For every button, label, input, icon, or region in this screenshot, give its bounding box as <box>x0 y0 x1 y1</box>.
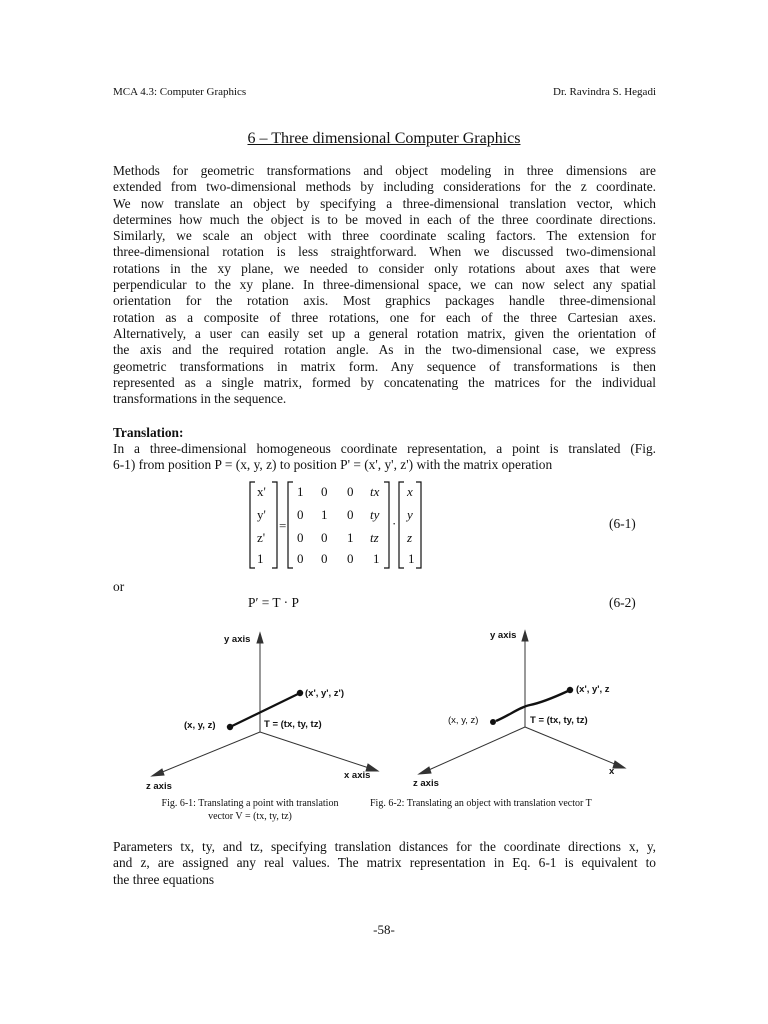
fig1-y-axis-label: y axis <box>224 634 251 645</box>
t-cell: 1 <box>347 530 354 545</box>
intro-line: geometric transformations in matrix form. Any sequence of transformations is then <box>113 358 656 374</box>
closing-line: and z, are assigned any real values. The matrix representation in Eq. 6-1 is equivalent to <box>113 855 656 871</box>
lhs-y: y' <box>257 507 266 522</box>
intro-line: Alternatively, a user can easily set up a general rotation matrix, given the orientation of <box>113 325 656 341</box>
closing-paragraph <box>113 839 656 888</box>
fig2-caption: Fig. 6-2: Translating an object with translation vector T <box>370 798 592 809</box>
t-cell: 0 <box>297 551 304 566</box>
fig2-x-axis-label: x <box>609 766 615 777</box>
fig1-vector-label: T = (tx, ty, tz) <box>264 719 322 730</box>
figure-6-2-axes <box>410 625 635 795</box>
fig1-caption-line2: vector V = (tx, ty, tz) <box>208 811 292 822</box>
fig1-caption <box>145 797 355 823</box>
or-text: or <box>113 579 125 594</box>
intro-line: rotations in the xy plane, we needed to consider only rotations about axes that were <box>113 260 656 276</box>
equation-number-6-2: (6-2) <box>609 595 636 610</box>
lhs-1: 1 <box>257 551 264 566</box>
t-cell: 0 <box>321 484 328 499</box>
t-cell: 0 <box>297 530 304 545</box>
intro-line: perpendicular to the xy plane. In three-dimensional space, we can now select any spatial <box>113 277 656 293</box>
fig1-caption-line1: Fig. 6-1: Translating a point with translation <box>161 798 339 809</box>
intro-line: represented as a single matrix, formed by concatenating the matrices for the individual <box>113 374 656 390</box>
rhs-x: x <box>407 484 413 499</box>
translation-text <box>113 441 656 474</box>
header-course: MCA 4.3: Computer Graphics <box>113 86 247 98</box>
closing-line: the three equations <box>113 871 215 887</box>
intro-paragraph <box>113 163 656 407</box>
intro-line: rotation as a composite of three rotations, one for each of the three Cartesian axes. <box>113 309 656 325</box>
figure-6-2 <box>410 625 635 795</box>
t-cell: 1 <box>321 507 328 522</box>
matrix-equation <box>248 480 428 572</box>
t-cell: 0 <box>297 507 304 522</box>
t-cell: 0 <box>321 551 328 566</box>
dot-operator: · <box>392 516 397 531</box>
intro-line: orientation for the rotation axis. Most graphics packages handle three-dimensional <box>113 293 656 309</box>
lhs-x: x' <box>257 484 266 499</box>
t-cell: 1 <box>297 484 304 499</box>
t-cell: 0 <box>347 484 354 499</box>
t-cell: 0 <box>321 530 328 545</box>
fig2-end-point-label: (x', y', z <box>576 684 610 695</box>
intro-line: determines how much the object is to be moved in each of the three coordinate directions. <box>113 211 656 227</box>
intro-line: three-dimensional rotation is less straightforward. When we discussed two-dimensional <box>113 244 656 260</box>
lhs-z: z' <box>257 530 266 545</box>
rhs-z: z <box>407 530 413 545</box>
fig2-start-point-label: (x, y, z) <box>448 715 479 726</box>
t-cell: 0 <box>347 551 354 566</box>
t-cell: 0 <box>347 507 354 522</box>
page-title: 6 – Three dimensional Computer Graphics <box>247 130 521 147</box>
figure-6-1 <box>140 625 390 795</box>
intro-line: Methods for geometric transformations and object modeling in three dimensions are <box>113 163 656 178</box>
rhs-y: y <box>407 507 413 522</box>
compact-equation: P′ = T · P <box>248 595 299 610</box>
page-number: -58- <box>373 922 395 937</box>
fig1-x-axis-label: x axis <box>344 770 371 781</box>
equals-sign: = <box>279 518 287 533</box>
fig1-end-point-label: (x', y', z') <box>305 688 344 699</box>
intro-line: transformations in the sequence. <box>113 391 287 407</box>
matrix-brackets <box>248 480 428 572</box>
rhs-1: 1 <box>408 551 415 566</box>
t-cell: ty <box>370 507 380 522</box>
intro-line: Similarly, we scale an object with three coordinate scaling factors. The extension for <box>113 228 656 244</box>
intro-line: We now translate an object by specifying a three-dimensional translation vector, which <box>113 195 656 211</box>
translation-line: 6-1) from position P = (x, y, z) to position P' = (x', y', z') with the matrix operation <box>113 457 553 473</box>
intro-line: extended from two-dimensional methods by including considerations for the z coordinate. <box>113 179 656 195</box>
t-cell: tz <box>370 530 379 545</box>
fig2-y-axis-label: y axis <box>490 630 517 641</box>
fig2-vector-label: T = (tx, ty, tz) <box>530 715 588 726</box>
translation-line: In a three-dimensional homogeneous coordinate representation, a point is translated (Fig. <box>113 441 656 456</box>
intro-line: the axis and the required rotation angle. As in the two-dimensional case, we express <box>113 342 656 358</box>
fig2-z-axis-label: z axis <box>413 778 439 789</box>
header-author: Dr. Ravindra S. Hegadi <box>553 86 656 98</box>
closing-line: Parameters tx, ty, and tz, specifying translation distances for the coordinate directions x, y, <box>113 839 656 854</box>
equation-number-6-1: (6-1) <box>609 516 636 531</box>
fig1-z-axis-label: z axis <box>146 781 172 792</box>
t-cell: 1 <box>373 551 380 566</box>
t-cell: tx <box>370 484 380 499</box>
fig1-start-point-label: (x, y, z) <box>184 720 216 731</box>
translation-heading: Translation: <box>113 425 184 440</box>
